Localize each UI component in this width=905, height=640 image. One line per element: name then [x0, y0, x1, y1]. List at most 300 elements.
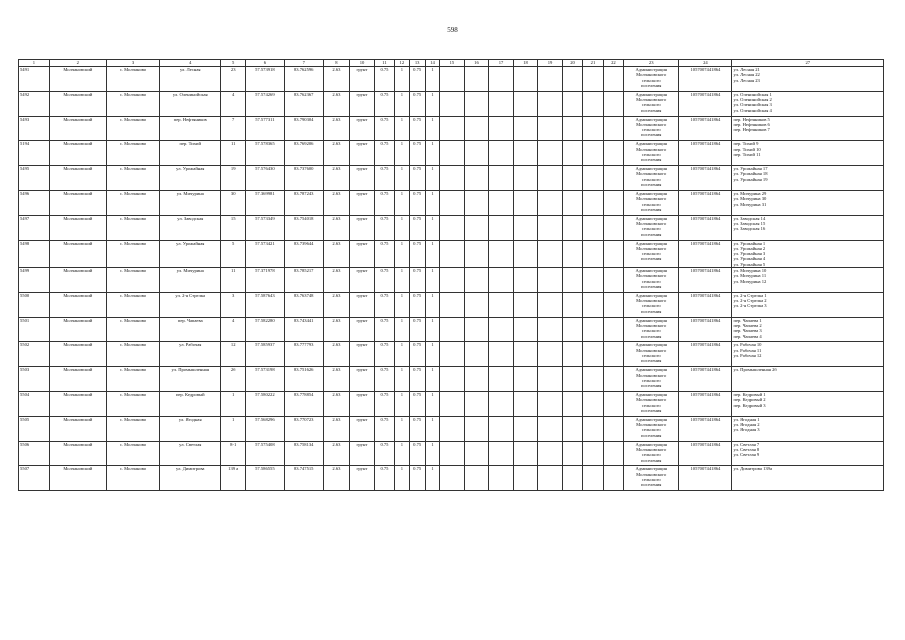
cell-locality: с. Молчаново [106, 240, 159, 267]
cell-empty [538, 116, 563, 141]
cell-locality: с. Молчаново [106, 292, 159, 317]
cell-longitude: 83.751626 [284, 367, 323, 392]
cell-empty [513, 268, 538, 293]
cell-house: 139 а [221, 466, 246, 491]
cell-addresses [732, 342, 884, 367]
cell-administration-line: Администрация [635, 292, 667, 298]
cell-administration-line: сельского [641, 251, 661, 257]
cell-empty [489, 91, 514, 116]
cell-id: 5498 [19, 240, 50, 267]
cell-addresses-line: ул. Лесная 21 [733, 67, 760, 72]
cell-empty [538, 367, 563, 392]
cell-empty [513, 292, 538, 317]
cell-addresses-line: пер. Нефтяников 6 [733, 121, 770, 127]
cell-empty [562, 367, 582, 392]
cell-empty [513, 190, 538, 215]
cell-administration-line: Молчановского [636, 196, 667, 202]
cell-district: Молчановский [49, 141, 106, 166]
column-header: 18 [513, 60, 538, 67]
cell-empty [489, 268, 514, 293]
cell-empty [538, 268, 563, 293]
column-header: 4 [160, 60, 221, 67]
cell-administration [624, 441, 679, 466]
cell-col11: 0.75 [374, 367, 394, 392]
cell-empty [603, 67, 623, 92]
cell-administration-line: Администрация [635, 141, 667, 147]
cell-empty [562, 116, 582, 141]
cell-empty [489, 392, 514, 417]
cell-street: ул. Промышленная [160, 367, 221, 392]
cell-col11: 0.75 [374, 116, 394, 141]
cell-col8: 2.63 [323, 416, 350, 441]
table-row [19, 317, 884, 342]
column-header: 3 [106, 60, 159, 67]
cell-administration-line: сельского [641, 201, 661, 207]
cell-administration-line: поселения [641, 482, 662, 488]
cell-col12: 1 [395, 441, 409, 466]
cell-empty [464, 67, 489, 92]
cell-administration [624, 466, 679, 491]
cell-empty [603, 190, 623, 215]
cell-administration-line: Администрация [635, 240, 667, 246]
cell-longitude: 83.762596 [284, 67, 323, 92]
cell-col14: 1 [425, 67, 439, 92]
table-row [19, 342, 884, 367]
cell-col14: 1 [425, 441, 439, 466]
cell-id: 5500 [19, 292, 50, 317]
cell-administration-line: Администрация [635, 116, 667, 122]
cell-longitude: 83.778854 [284, 392, 323, 417]
cell-locality: с. Молчаново [106, 67, 159, 92]
cell-col14: 1 [425, 342, 439, 367]
cell-administration-line: Администрация [635, 268, 667, 274]
cell-addresses [732, 141, 884, 166]
column-header: 16 [464, 60, 489, 67]
cell-empty [464, 268, 489, 293]
cell-locality: с. Молчаново [106, 317, 159, 342]
cell-empty [464, 190, 489, 215]
column-header: 23 [624, 60, 679, 67]
cell-administration-line: сельского [641, 226, 661, 232]
cell-administration-line: поселения [641, 383, 662, 389]
cell-col11: 0.75 [374, 215, 394, 240]
cell-empty [513, 416, 538, 441]
cell-administration [624, 416, 679, 441]
cell-house: 7 [221, 116, 246, 141]
cell-house: 11 [221, 268, 246, 293]
cell-empty [513, 91, 538, 116]
cell-surface: грунт [350, 215, 375, 240]
cell-empty [583, 466, 603, 491]
cell-inn: 1057007441864 [679, 215, 732, 240]
cell-col12: 1 [395, 342, 409, 367]
cell-empty [583, 441, 603, 466]
cell-col8: 2.63 [323, 441, 350, 466]
cell-empty [538, 441, 563, 466]
cell-empty [440, 392, 465, 417]
cell-empty [464, 342, 489, 367]
cell-col11: 0.75 [374, 190, 394, 215]
cell-empty [583, 392, 603, 417]
cell-house: 4 [221, 317, 246, 342]
cell-empty [538, 190, 563, 215]
column-header: 10 [350, 60, 375, 67]
cell-addresses-line: пер. Тихий 10 [733, 146, 761, 152]
cell-id: 5492 [19, 91, 50, 116]
cell-empty [489, 367, 514, 392]
cell-administration-line: Администрация [635, 367, 667, 373]
cell-col12: 1 [395, 268, 409, 293]
cell-administration-line: Молчановского [636, 372, 667, 378]
cell-addresses-line: ул. Рабочая 11 [733, 347, 762, 353]
cell-inn: 1057007441864 [679, 416, 732, 441]
cell-administration-line: Администрация [635, 317, 667, 323]
cell-col8: 2.63 [323, 240, 350, 267]
cell-col12: 1 [395, 292, 409, 317]
cell-empty [538, 240, 563, 267]
cell-locality: с. Молчаново [106, 215, 159, 240]
table-row [19, 116, 884, 141]
cell-inn: 1057007441864 [679, 466, 732, 491]
cell-locality: с. Молчаново [106, 268, 159, 293]
cell-street: ул. Урожайная [160, 240, 221, 267]
cell-latitude: 57.580222 [245, 392, 284, 417]
cell-street: ул. Урожайная [160, 166, 221, 191]
cell-district: Молчановский [49, 190, 106, 215]
table-row [19, 67, 884, 92]
cell-administration [624, 215, 679, 240]
cell-administration-line: Молчановского [636, 72, 667, 78]
cell-empty [440, 268, 465, 293]
cell-administration-line: поселения [641, 457, 662, 463]
cell-administration-line: поселения [641, 308, 662, 314]
cell-inn: 1057007441864 [679, 91, 732, 116]
cell-empty [464, 166, 489, 191]
cell-administration-line: Администрация [635, 466, 667, 472]
cell-locality: с. Молчаново [106, 441, 159, 466]
cell-addresses [732, 441, 884, 466]
cell-col13: 0.75 [409, 190, 425, 215]
cell-empty [538, 141, 563, 166]
cell-inn: 1057007441864 [679, 367, 732, 392]
cell-empty [583, 190, 603, 215]
cell-empty [513, 441, 538, 466]
cell-addresses-line: ул. Рабочая 10 [733, 342, 762, 348]
cell-surface: грунт [350, 240, 375, 267]
cell-col13: 0.75 [409, 240, 425, 267]
cell-surface: грунт [350, 342, 375, 367]
cell-empty [583, 141, 603, 166]
cell-empty [513, 317, 538, 342]
cell-col14: 1 [425, 367, 439, 392]
cell-addresses-line: ул. Рабочая 12 [733, 353, 762, 359]
cell-empty [464, 141, 489, 166]
column-header: 14 [425, 60, 439, 67]
cell-col11: 0.75 [374, 292, 394, 317]
cell-empty [489, 67, 514, 92]
cell-empty [440, 141, 465, 166]
cell-latitude: 57.371978 [245, 268, 284, 293]
cell-addresses-line: ул. Ягодная 3 [733, 427, 760, 433]
cell-administration-line: поселения [641, 132, 662, 138]
cell-addresses-line: ул. Оленинойская 2 [733, 97, 772, 103]
cell-col11: 0.75 [374, 416, 394, 441]
cell-addresses [732, 240, 884, 267]
cell-administration-line: поселения [641, 432, 662, 438]
cell-administration-line: поселения [641, 256, 662, 262]
cell-addresses [732, 67, 884, 92]
cell-addresses-line: ул. Светлая 7 [733, 441, 760, 447]
cell-empty [603, 141, 623, 166]
cell-latitude: 57.573198 [245, 367, 284, 392]
cell-col11: 0.75 [374, 141, 394, 166]
cell-col13: 0.75 [409, 292, 425, 317]
cell-inn: 1057007441864 [679, 67, 732, 92]
cell-empty [513, 215, 538, 240]
cell-col11: 0.75 [374, 240, 394, 267]
cell-empty [603, 91, 623, 116]
cell-administration-line: поселения [641, 407, 662, 413]
cell-empty [513, 141, 538, 166]
cell-district: Молчановский [49, 392, 106, 417]
cell-surface: грунт [350, 91, 375, 116]
cell-empty [603, 268, 623, 293]
cell-empty [538, 466, 563, 491]
cell-addresses-line: пер. Кедровый 3 [733, 402, 766, 408]
cell-col11: 0.75 [374, 91, 394, 116]
cell-addresses-line: ул. Светлая 9 [733, 452, 760, 458]
cell-latitude: 57.586555 [245, 466, 284, 491]
cell-empty [538, 392, 563, 417]
cell-longitude: 83.758134 [284, 441, 323, 466]
cell-locality: с. Молчаново [106, 116, 159, 141]
cell-addresses-line: ул. Светлая 8 [733, 446, 760, 452]
cell-addresses-line: ул. Урожайная 1 [733, 240, 766, 246]
cell-empty [603, 292, 623, 317]
cell-empty [603, 116, 623, 141]
cell-house: 1 [221, 416, 246, 441]
cell-street: ул. Лесная [160, 67, 221, 92]
table-row [19, 91, 884, 116]
cell-surface: грунт [350, 292, 375, 317]
cell-col13: 0.75 [409, 141, 425, 166]
cell-house: 30 [221, 190, 246, 215]
cell-empty [513, 342, 538, 367]
cell-surface: грунт [350, 466, 375, 491]
column-header: 21 [583, 60, 603, 67]
cell-col14: 1 [425, 215, 439, 240]
cell-house: 1 [221, 392, 246, 417]
cell-empty [562, 141, 582, 166]
cell-addresses-line: ул. Лесная 23 [733, 77, 760, 83]
cell-col11: 0.75 [374, 392, 394, 417]
cell-administration-line: сельского [641, 151, 661, 157]
cell-empty [440, 292, 465, 317]
column-header: 1 [19, 60, 50, 67]
cell-empty [562, 67, 582, 92]
cell-addresses-line: ул. 2-я Стрелка 2 [733, 298, 767, 304]
cell-addresses-line: ул. Урожайная 19 [733, 176, 768, 182]
cell-longitude: 83.743441 [284, 317, 323, 342]
cell-inn: 1057007441864 [679, 292, 732, 317]
cell-administration-line: Молчановского [636, 97, 667, 103]
cell-addresses-line: ул. Заводская 16 [733, 226, 766, 232]
cell-col12: 1 [395, 240, 409, 267]
cell-addresses [732, 91, 884, 116]
cell-empty [513, 466, 538, 491]
column-header: 19 [538, 60, 563, 67]
cell-administration [624, 190, 679, 215]
cell-addresses-line: пер. Чапаева 4 [733, 333, 762, 339]
cell-latitude: 57.576430 [245, 166, 284, 191]
cell-administration-line: Администрация [635, 441, 667, 447]
cell-empty [489, 342, 514, 367]
cell-house: 15 [221, 215, 246, 240]
cell-col8: 2.63 [323, 367, 350, 392]
cell-empty [489, 190, 514, 215]
column-header: 27 [732, 60, 884, 67]
cell-col12: 1 [395, 317, 409, 342]
cell-district: Молчановский [49, 367, 106, 392]
cell-administration-line: поселения [641, 182, 662, 188]
cell-empty [538, 166, 563, 191]
cell-addresses-line: ул. Лесная 22 [733, 72, 760, 78]
cell-col14: 1 [425, 116, 439, 141]
cell-house: 11 [221, 141, 246, 166]
cell-district: Молчановский [49, 441, 106, 466]
cell-addresses [732, 466, 884, 491]
table-row [19, 268, 884, 293]
cell-addresses [732, 166, 884, 191]
cell-locality: с. Молчаново [106, 416, 159, 441]
column-header: 13 [409, 60, 425, 67]
cell-empty [440, 466, 465, 491]
cell-col11: 0.75 [374, 67, 394, 92]
cell-col8: 2.63 [323, 91, 350, 116]
cell-empty [603, 367, 623, 392]
table-header-row [19, 60, 884, 67]
cell-locality: с. Молчаново [106, 141, 159, 166]
column-header: 24 [679, 60, 732, 67]
table-row [19, 441, 884, 466]
cell-longitude: 83.747515 [284, 466, 323, 491]
cell-administration-line: Молчановского [636, 121, 667, 127]
cell-empty [440, 416, 465, 441]
cell-inn: 1057007441864 [679, 317, 732, 342]
cell-empty [583, 215, 603, 240]
table-row [19, 367, 884, 392]
cell-street: пер. Кедровый [160, 392, 221, 417]
cell-empty [440, 441, 465, 466]
cell-col8: 2.63 [323, 116, 350, 141]
cell-administration-line: сельского [641, 102, 661, 108]
cell-col14: 1 [425, 190, 439, 215]
cell-col14: 1 [425, 292, 439, 317]
cell-empty [583, 240, 603, 267]
cell-administration-line: сельского [641, 303, 661, 309]
column-header: 7 [284, 60, 323, 67]
cell-longitude: 83.787243 [284, 190, 323, 215]
cell-administration-line: Молчановского [636, 322, 667, 328]
cell-administration-line: Администрация [635, 392, 667, 398]
cell-addresses-line: ул. Урожайная 18 [733, 171, 768, 177]
cell-id: 5502 [19, 342, 50, 367]
cell-street: пер. Чапаева [160, 317, 221, 342]
cell-latitude: 57.573421 [245, 240, 284, 267]
cell-latitude: 57.585937 [245, 342, 284, 367]
cell-empty [562, 268, 582, 293]
cell-col8: 2.63 [323, 342, 350, 367]
cell-addresses-line: ул. Оленинойская 1 [733, 91, 772, 97]
column-header: 8 [323, 60, 350, 67]
cell-col12: 1 [395, 215, 409, 240]
cell-addresses-line: ул. Урожайная 3 [733, 251, 766, 257]
cell-administration-line: Администрация [635, 342, 667, 348]
cell-id: 5491 [19, 67, 50, 92]
cell-house: 23 [221, 67, 246, 92]
cell-col14: 1 [425, 416, 439, 441]
cell-empty [489, 215, 514, 240]
table-row [19, 466, 884, 491]
cell-id: 5495 [19, 166, 50, 191]
cell-surface: грунт [350, 367, 375, 392]
cell-empty [603, 441, 623, 466]
cell-addresses-line: пер. Нефтяников 5 [733, 116, 770, 122]
cell-col8: 2.63 [323, 268, 350, 293]
cell-inn: 1057007441864 [679, 392, 732, 417]
cell-surface: грунт [350, 190, 375, 215]
cell-empty [513, 367, 538, 392]
cell-longitude: 83.770723 [284, 416, 323, 441]
cell-empty [562, 466, 582, 491]
cell-inn: 1057007441864 [679, 268, 732, 293]
cell-empty [583, 292, 603, 317]
cell-empty [440, 342, 465, 367]
cell-addresses-line: ул. Урожайная 4 [733, 256, 766, 262]
cell-street: ул. Мичурина [160, 190, 221, 215]
cell-col13: 0.75 [409, 268, 425, 293]
cell-inn: 1057007441864 [679, 190, 732, 215]
cell-id: 5503 [19, 367, 50, 392]
cell-col8: 2.63 [323, 466, 350, 491]
cell-col14: 1 [425, 166, 439, 191]
cell-empty [603, 392, 623, 417]
cell-addresses-line: ул. Мичурина 10 [733, 268, 767, 274]
cell-administration-line: сельского [641, 427, 661, 433]
cell-col14: 1 [425, 141, 439, 166]
cell-col14: 1 [425, 240, 439, 267]
cell-empty [489, 116, 514, 141]
cell-locality: с. Молчаново [106, 190, 159, 215]
cell-col13: 0.75 [409, 342, 425, 367]
cell-street: ул. Светлая [160, 441, 221, 466]
cell-addresses [732, 317, 884, 342]
cell-col13: 0.75 [409, 67, 425, 92]
cell-administration [624, 268, 679, 293]
table-body [19, 67, 884, 491]
cell-addresses [732, 367, 884, 392]
cell-id: 5499 [19, 268, 50, 293]
cell-longitude: 83.790304 [284, 116, 323, 141]
cell-administration-line: сельского [641, 77, 661, 83]
cell-addresses-line: ул. Мичурина 29 [733, 190, 767, 196]
cell-house: 12 [221, 342, 246, 367]
cell-empty [440, 215, 465, 240]
cell-street: пер. Нефтяников [160, 116, 221, 141]
cell-street: ул. Рабочая [160, 342, 221, 367]
cell-empty [464, 215, 489, 240]
column-header: 17 [489, 60, 514, 67]
